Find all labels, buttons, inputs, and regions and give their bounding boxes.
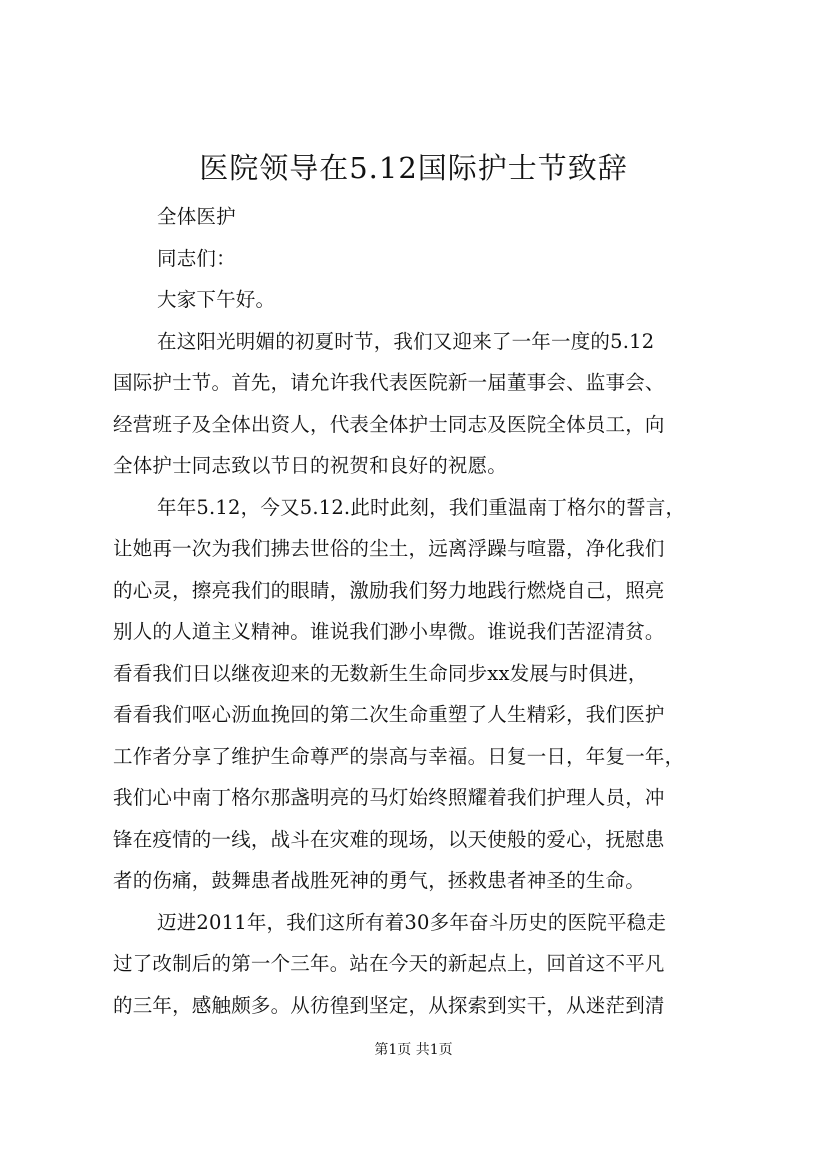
paragraph-line: 看看我们呕心沥血挽回的第二次生命重塑了人生精彩，我们医护 bbox=[113, 703, 665, 726]
paragraph-line: 经营班子及全体出资人，代表全体护士同志及医院全体员工，向 bbox=[113, 412, 665, 436]
greeting-line: 大家下午好。 bbox=[157, 288, 276, 311]
paragraph-line: 国际护士节。首先，请允许我代表医院新一届董事会、监事会、 bbox=[113, 371, 665, 394]
paragraph-line: 全体护士同志致以节日的祝贺和良好的祝愿。 bbox=[113, 454, 508, 477]
paragraph-line: 在这阳光明媚的初夏时节，我们又迎来了一年一度的5.12 bbox=[157, 329, 655, 353]
paragraph-line: 让她再一次为我们拂去世俗的尘土，远离浮躁与喧嚣，净化我们 bbox=[113, 537, 665, 560]
salutation-line: 全体医护 bbox=[157, 205, 236, 228]
paragraph-line: 我们心中南丁格尔那盏明亮的马灯始终照耀着我们护理人员，冲 bbox=[113, 786, 665, 809]
paragraph-line: 过了改制后的第一个三年。站在今天的新起点上，回首这不平凡 bbox=[113, 952, 665, 975]
document-title: 医院领导在5.12国际护士节致辞 bbox=[199, 151, 628, 185]
paragraph-line: 的心灵，擦亮我们的眼睛，激励我们努力地践行燃烧自己，照亮 bbox=[113, 578, 665, 602]
page-footer: 第1页 共1页 bbox=[374, 1042, 453, 1058]
paragraph-line: 锋在疫情的一线，战斗在灾难的现场，以天使般的爱心，抚慰患 bbox=[113, 827, 665, 851]
paragraph-line: 工作者分享了维护生命尊严的崇高与幸福。日复一日，年复一年， bbox=[113, 744, 685, 768]
paragraph-line: 年年5.12，今又5.12.此时此刻，我们重温南丁格尔的誓言， bbox=[157, 495, 686, 519]
paragraph-line: 者的伤痛，鼓舞患者战胜死神的勇气，拯救患者神圣的生命。 bbox=[113, 869, 645, 892]
paragraph-line: 别人的人道主义精神。谁说我们渺小卑微。谁说我们苦涩清贫。 bbox=[113, 620, 665, 643]
paragraph-line: 的三年，感触颇多。从彷徨到坚定，从探索到实干，从迷茫到清 bbox=[113, 993, 665, 1017]
paragraph-line: 迈进2011年，我们这所有着30多年奋斗历史的医院平稳走 bbox=[157, 910, 667, 934]
salutation-line: 同志们： bbox=[157, 246, 236, 270]
paragraph-line: 看看我们日以继夜迎来的无数新生生命同步xx发展与时俱进， bbox=[113, 661, 648, 685]
document-body bbox=[113, 196, 723, 1026]
